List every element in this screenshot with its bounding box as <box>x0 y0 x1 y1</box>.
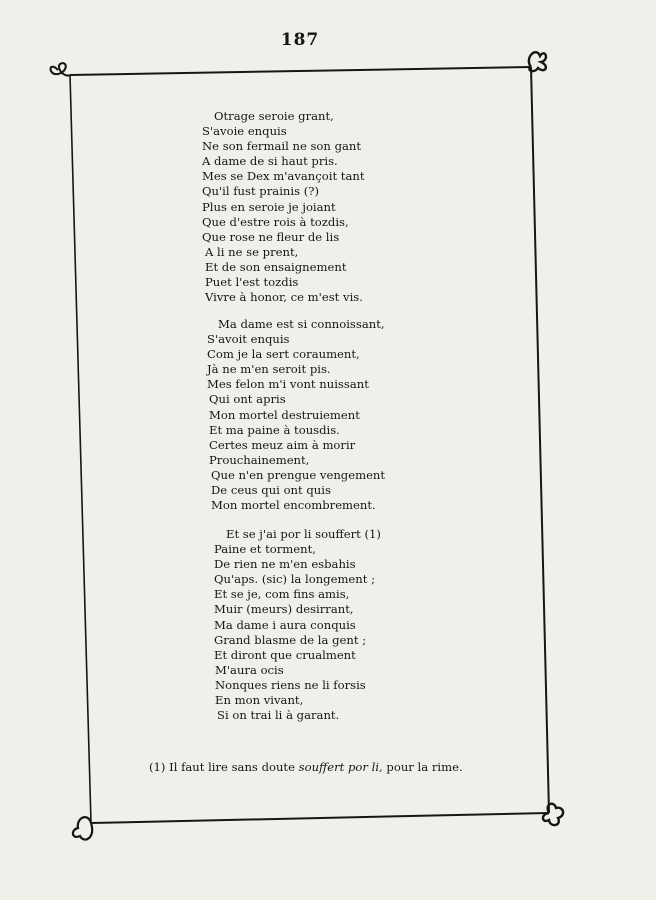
verse-line: Que d'estre rois à tozdis, <box>202 214 349 229</box>
corner-ornament-bottom-left <box>73 817 92 839</box>
verse-line: Ne son fermail ne son gant <box>202 139 362 154</box>
verse-line: Ma dame est si connoissant, <box>218 317 385 331</box>
verse-line: Qu'aps. (sic) la longement ; <box>214 572 376 587</box>
footnote-italic: souffert por li, <box>298 760 383 774</box>
verse-line: Et se j'ai por li souffert (1) <box>226 527 381 541</box>
stanza-1 <box>0 109 656 305</box>
verse-line: Ma dame i aura conquis <box>214 617 356 632</box>
verse-line: S'avoie enquis <box>202 124 287 139</box>
verse-line: A li ne se prent, <box>205 244 299 259</box>
stanza-2 <box>0 317 656 513</box>
verse-line: En mon vivant, <box>215 693 304 708</box>
verse-line: Puet l'est tozdis <box>205 275 299 290</box>
verse-line: De ceus qui ont quis <box>211 483 331 498</box>
footnote <box>149 760 479 774</box>
verse-line: Com je la sert coraument, <box>207 347 360 362</box>
verse-line: M'aura ocis <box>215 662 284 677</box>
verse-line: Et se je, com fins amis, <box>214 587 350 602</box>
verse-line: Que n'en prengue vengement <box>211 467 386 482</box>
verse-line: Que rose ne fleur de lis <box>202 229 340 244</box>
verse-line: Paine et torment, <box>214 542 316 557</box>
verse-line: Certes meuz aim à morir <box>209 437 356 452</box>
verse-line: Vivre à honor, ce m'est vis. <box>205 290 363 305</box>
verse-line: Qui ont apris <box>209 392 286 407</box>
verse-line: Et de son ensaignement <box>205 259 347 274</box>
verse-line: Nonques riens ne li forsis <box>215 677 366 692</box>
verse-line: De rien ne m'en esbahis <box>214 557 356 572</box>
corner-ornament-bottom-right <box>543 804 563 825</box>
stanza-3 <box>0 527 656 723</box>
corner-ornament-top-left <box>51 63 71 75</box>
verse-line: S'avoit enquis <box>207 332 290 347</box>
verse-line: Jà ne m'en seroit pis. <box>207 362 331 377</box>
footnote-suffix: pour la rime. <box>386 760 463 774</box>
verse-line: A dame de si haut pris. <box>202 154 338 169</box>
footnote-prefix: (1) Il faut lire sans doute <box>149 760 295 774</box>
verse-line: Qu'il fust prainis (?) <box>202 184 319 199</box>
verse-line: Mon mortel destruiement <box>209 407 360 422</box>
verse-line: Mes felon m'i vont nuissant <box>207 377 369 392</box>
verse-line: Si on trai li à garant. <box>217 708 340 723</box>
page-number: 187 <box>280 30 320 50</box>
verse-line: Mon mortel encombrement. <box>211 498 376 513</box>
verse-line: Mes se Dex m'avançoit tant <box>202 169 365 184</box>
verse-line: Prouchainement, <box>209 452 310 467</box>
verse-line: Otrage seroie grant, <box>214 109 334 123</box>
verse-line: Plus en seroie je joiant <box>202 199 336 214</box>
verse-line: Et ma paine à tousdis. <box>209 422 340 437</box>
verse-line: Et diront que crualment <box>214 647 356 662</box>
verse-line: Grand blasme de la gent ; <box>214 632 367 647</box>
verse-line: Muir (meurs) desirrant, <box>214 602 354 617</box>
